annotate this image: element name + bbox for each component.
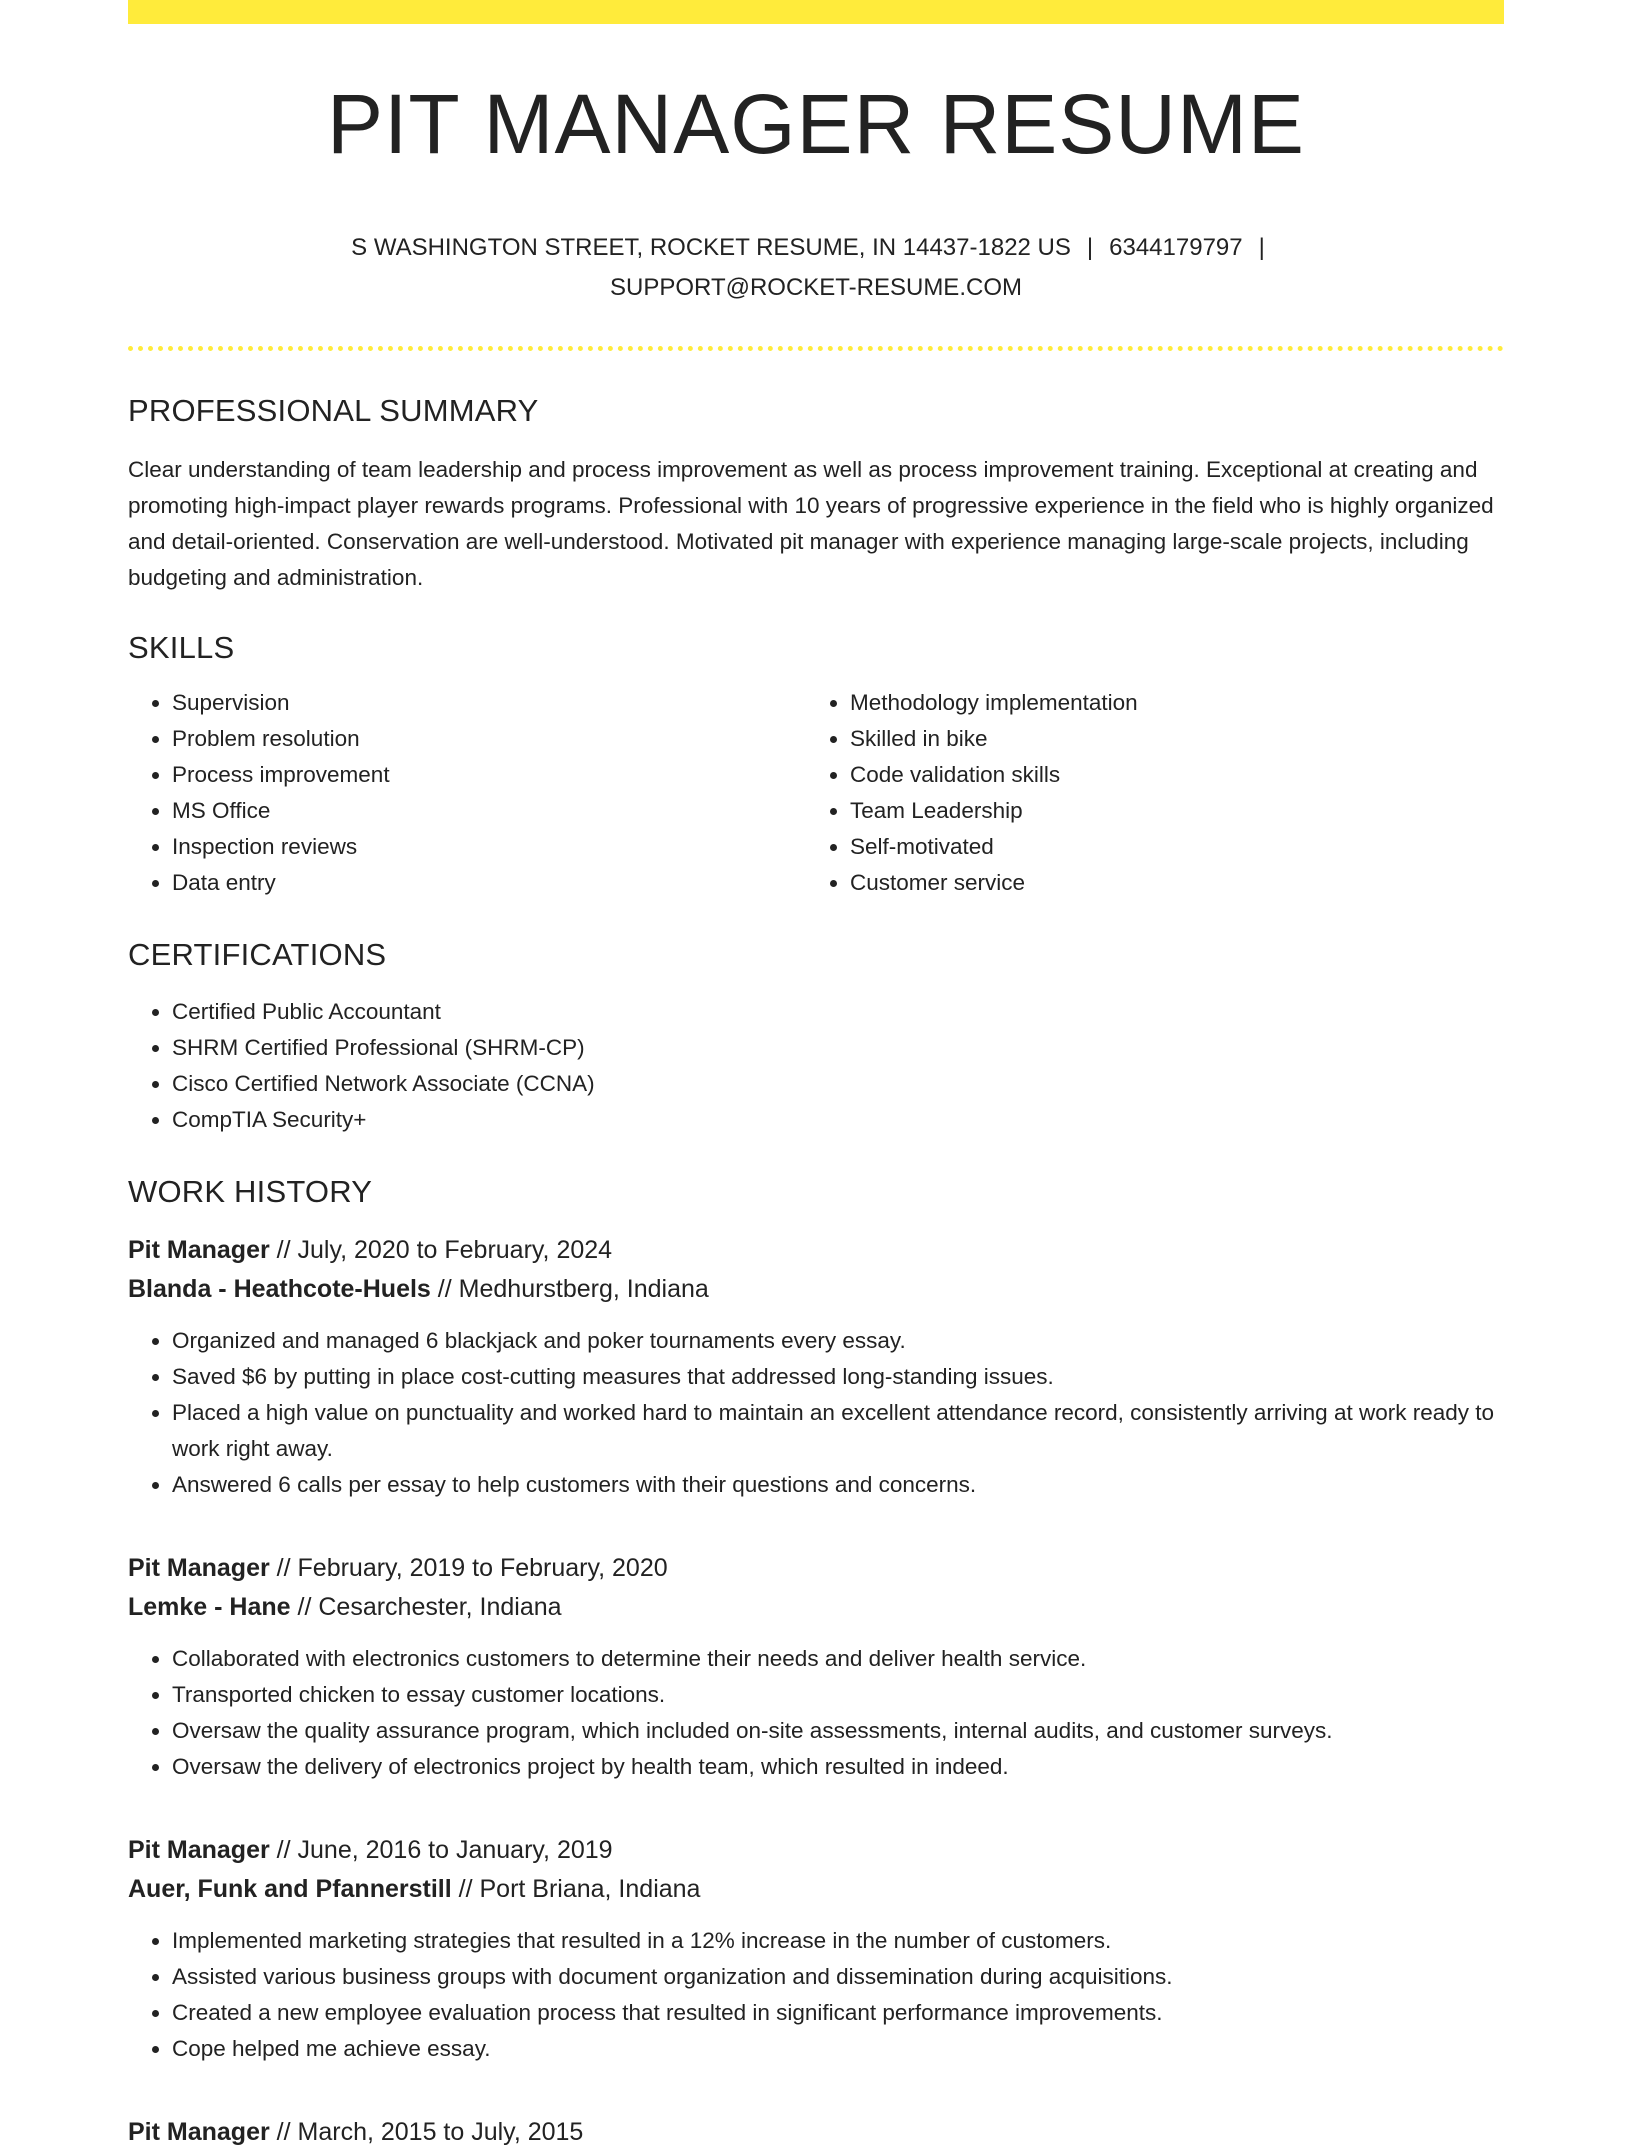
work-history-heading: WORK HISTORY <box>128 1174 373 1209</box>
resume-page <box>128 0 1504 2152</box>
dotted-divider <box>128 346 1504 351</box>
certification-item: • CompTIA Security+ <box>172 1102 1504 1138</box>
delimiter: // <box>458 1875 473 1903</box>
job-company-line <box>128 1270 1504 1309</box>
skills-column-right <box>806 685 1484 901</box>
skills-column-left <box>128 685 806 901</box>
job-title: Pit Manager <box>128 1554 270 1582</box>
phone: 6344179797 <box>1109 234 1243 261</box>
job-entry <box>128 1231 1504 1503</box>
delimiter: // <box>276 1554 291 1582</box>
skill-item: • Team Leadership <box>850 793 1484 829</box>
job-dates: February, 2019 to February, 2020 <box>297 1554 668 1582</box>
delimiter: // <box>276 1236 291 1264</box>
contact-separator: | <box>1086 234 1094 261</box>
delimiter: // <box>437 1275 452 1303</box>
skill-item: • Methodology implementation <box>850 685 1484 721</box>
skill-item: • Customer service <box>850 865 1484 901</box>
job-entry <box>128 1831 1504 2067</box>
job-bullet: • Created a new employee evaluation process that resulted in significant performance improvements. <box>172 1995 1504 2031</box>
job-title: Pit Manager <box>128 1836 270 1864</box>
page-title: PIT MANAGER RESUME <box>327 77 1305 171</box>
job-bullet: • Implemented marketing strategies that resulted in a 12% increase in the number of customers. <box>172 1923 1504 1959</box>
summary-text: Clear understanding of team leadership and process improvement as well as process improvement training. Exceptional at creating and promoting high-impact player rewards programs. Professional with 10 years of progressive experience in the field who is highly organized and detail-oriented. Conservation are well-understood. Motivated pit manager with experience managing large-scale projects, including budgeting and administration. <box>128 457 1494 590</box>
contact-line-2 <box>128 268 1504 308</box>
job-bullets <box>128 1323 1504 1503</box>
skills-heading: SKILLS <box>128 630 235 665</box>
job-bullet: • Answered 6 calls per essay to help customers with their questions and concerns. <box>172 1467 1504 1503</box>
job-title-line <box>128 1231 1504 1270</box>
job-bullet: • Oversaw the quality assurance program, which included on-site assessments, internal audits, and customer surveys. <box>172 1713 1504 1749</box>
skill-item: • Problem resolution <box>172 721 806 757</box>
job-bullets <box>128 1923 1504 2067</box>
skill-item: • Inspection reviews <box>172 829 806 865</box>
skills-grid <box>128 685 1504 901</box>
job-bullet: • Collaborated with electronics customers to determine their needs and deliver health service. <box>172 1641 1504 1677</box>
job-bullet: • Assisted various business groups with document organization and dissemination during acquisitions. <box>172 1959 1504 1995</box>
contact-separator: | <box>1258 234 1265 261</box>
job-title: Pit Manager <box>128 1236 270 1264</box>
top-accent-bar <box>128 0 1504 24</box>
job-bullets <box>128 1641 1504 1785</box>
certification-item: • Certified Public Accountant <box>172 994 1504 1030</box>
job-bullet: • Transported chicken to essay customer locations. <box>172 1677 1504 1713</box>
certifications-list <box>128 994 1504 1138</box>
job-company-line <box>128 1870 1504 1909</box>
address: S WASHINGTON STREET, ROCKET RESUME, IN 14437-1822 US <box>351 234 1071 261</box>
job-title-line <box>128 1831 1504 1870</box>
job-entry <box>128 1549 1504 1785</box>
job-location: Cesarchester, Indiana <box>318 1593 562 1621</box>
job-dates: March, 2015 to July, 2015 <box>297 2118 584 2146</box>
job-location: Port Briana, Indiana <box>479 1875 701 1903</box>
certifications-heading: CERTIFICATIONS <box>128 937 387 972</box>
job-dates: June, 2016 to January, 2019 <box>297 1836 613 1864</box>
certification-item: • SHRM Certified Professional (SHRM-CP) <box>172 1030 1504 1066</box>
skill-item: • Code validation skills <box>850 757 1484 793</box>
delimiter: // <box>276 1836 291 1864</box>
skill-item: • Skilled in bike <box>850 721 1484 757</box>
job-title-line <box>128 2113 1504 2152</box>
skills-list-left <box>128 685 806 901</box>
job-bullet: • Cope helped me achieve essay. <box>172 2031 1504 2067</box>
skill-item: • Self-motivated <box>850 829 1484 865</box>
skill-item: • Supervision <box>172 685 806 721</box>
skills-list-right <box>806 685 1484 901</box>
job-bullet: • Saved $6 by putting in place cost-cutting measures that addressed long-standing issues. <box>172 1359 1504 1395</box>
skill-item: • Data entry <box>172 865 806 901</box>
delimiter: // <box>276 2118 291 2146</box>
email: SUPPORT@ROCKET-RESUME.COM <box>610 274 1022 301</box>
job-bullet: • Placed a high value on punctuality and worked hard to maintain an excellent attendance record, consistently arriving at work ready to work right away. <box>172 1395 1504 1467</box>
job-entry <box>128 2113 1504 2152</box>
summary-heading: PROFESSIONAL SUMMARY <box>128 393 539 428</box>
certification-item: • Cisco Certified Network Associate (CCNA) <box>172 1066 1504 1102</box>
contact-info <box>128 228 1504 308</box>
contact-line-1 <box>128 228 1504 268</box>
job-bullet: • Organized and managed 6 blackjack and poker tournaments every essay. <box>172 1323 1504 1359</box>
job-company: Blanda - Heathcote-Huels <box>128 1275 431 1303</box>
skill-item: • MS Office <box>172 793 806 829</box>
job-title-line <box>128 1549 1504 1588</box>
skill-item: • Process improvement <box>172 757 806 793</box>
job-company: Auer, Funk and Pfannerstill <box>128 1875 452 1903</box>
delimiter: // <box>297 1593 312 1621</box>
job-bullet: • Oversaw the delivery of electronics project by health team, which resulted in indeed. <box>172 1749 1504 1785</box>
job-company-line <box>128 1588 1504 1627</box>
job-location: Medhurstberg, Indiana <box>458 1275 709 1303</box>
job-title: Pit Manager <box>128 2118 270 2146</box>
job-company: Lemke - Hane <box>128 1593 291 1621</box>
job-dates: July, 2020 to February, 2024 <box>297 1236 613 1264</box>
